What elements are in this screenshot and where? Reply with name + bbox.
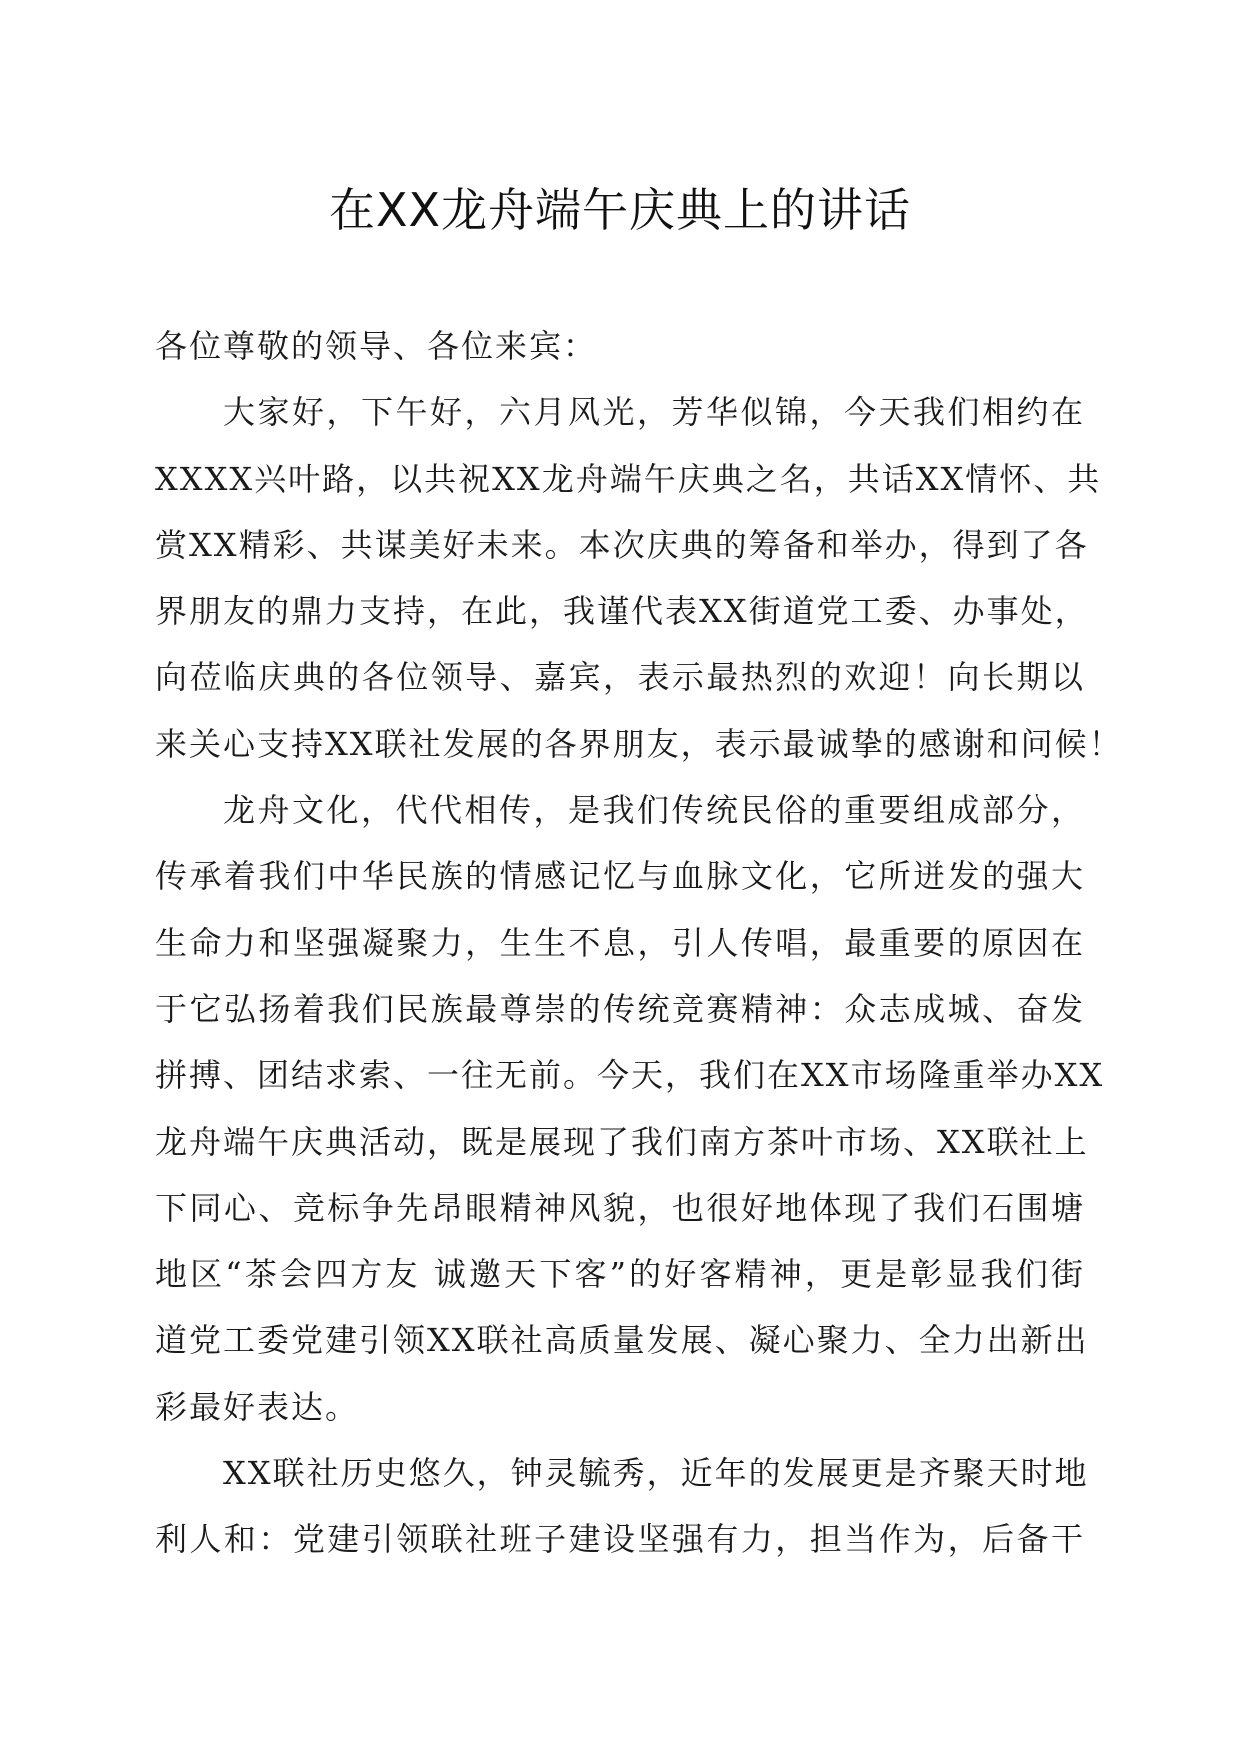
paragraph-line: 大家好，下午好，六月风光，芳华似锦，今天我们相约在 <box>223 393 1085 432</box>
document-title: 在XX龙舟端午庆典上的讲话 <box>328 183 912 237</box>
paragraph-line: XX联社历史悠久，钟灵毓秀，近年的发展更是齐聚天时地 <box>223 1454 1089 1493</box>
paragraph-line: 彩最好表达。 <box>155 1387 360 1426</box>
paragraph-line: 拼搏、团结求索、一往无前。今天，我们在XX市场隆重举办XX <box>155 1056 1105 1095</box>
paragraph-line: 于它弘扬着我们民族最尊崇的传统竞赛精神：众志成城、奋发 <box>155 989 1085 1028</box>
paragraph-line: 下同心、竞标争先昂眼精神风貌，也很好地体现了我们石围塘 <box>155 1188 1085 1227</box>
salutation: 各位尊敬的领导、各位来宾： <box>155 327 598 365</box>
paragraph-line: 龙舟文化，代代相传，是我们传统民俗的重要组成部分， <box>223 791 1085 830</box>
paragraph-line: 道党工委党建引领XX联社高质量发展、凝心聚力、全力出新出 <box>155 1321 1089 1360</box>
paragraph-line: XXXX兴叶路，以共祝XX龙舟端午庆典之名，共话XX情怀、共 <box>155 459 1102 498</box>
paragraph-line: 生命力和坚强凝聚力，生生不息，引人传唱，最重要的原因在 <box>155 923 1085 962</box>
paragraph-line: 向莅临庆典的各位领导、嘉宾，表示最热烈的欢迎！向长期以 <box>155 658 1085 697</box>
paragraph-line: 界朋友的鼎力支持，在此，我谨代表XX街道党工委、办事处， <box>155 592 1089 631</box>
paragraph-line: 龙舟端午庆典活动，既是展现了我们南方茶叶市场、XX联社上 <box>155 1122 1089 1161</box>
paragraph-line: 地区“茶会四方友 诚邀天下客”的好客精神，更是彰显我们街 <box>155 1255 1085 1294</box>
paragraph-line: 来关心支持XX联社发展的各界朋友，表示最诚挚的感谢和问候！ <box>155 724 1123 763</box>
paragraph-line: 传承着我们中华民族的情感记忆与血脉文化，它所迸发的强大 <box>155 857 1085 896</box>
document-body <box>155 313 1123 1573</box>
paragraph-line: 赏XX精彩、共谋美好未来。本次庆典的筹备和举办，得到了各 <box>155 525 1089 564</box>
paragraph-line: 利人和：党建引领联社班子建设坚强有力，担当作为，后备干 <box>155 1520 1085 1559</box>
